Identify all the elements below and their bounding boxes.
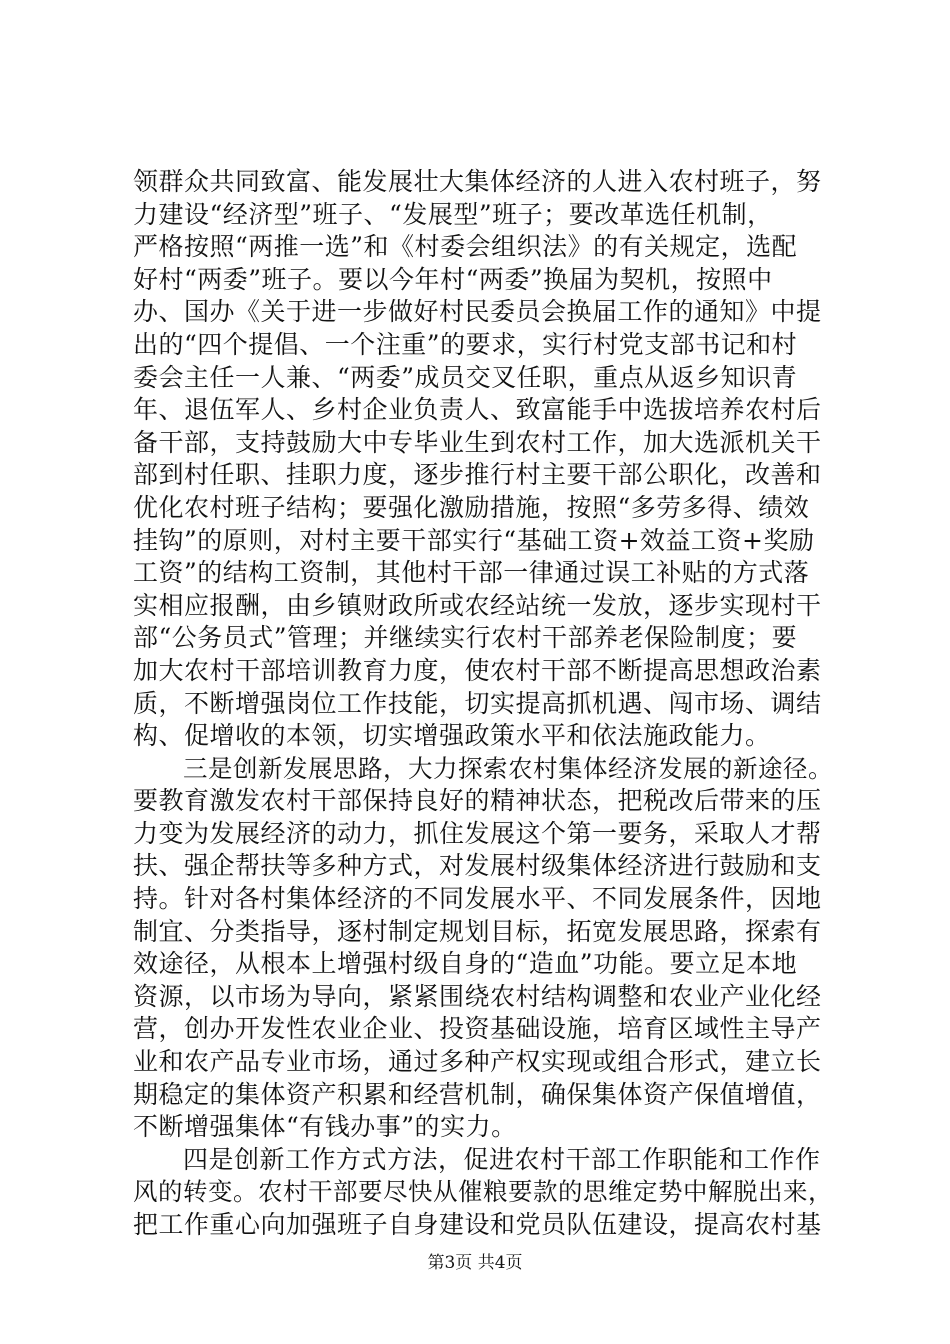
text-line: 要教育激发农村干部保持良好的精神状态，把税改后带来的压 bbox=[133, 786, 822, 816]
document-body bbox=[133, 166, 833, 1242]
text-line: 不断增强集体“有钱办事”的实力。 bbox=[133, 1112, 517, 1142]
text-line: 工资”的结构工资制，其他村干部一律通过误工补贴的方式落 bbox=[133, 558, 810, 588]
text-line: 制宜、分类指导，逐村制定规划目标，拓宽发展思路，探索有 bbox=[133, 916, 822, 946]
text-line: 构、促增收的本领，切实增强政策水平和依法施政能力。 bbox=[133, 721, 771, 751]
text-line: 风的转变。农村干部要尽快从催粮要款的思维定势中解脱出来， bbox=[133, 1177, 833, 1207]
paragraph-start-line: 四是创新工作方式方法，促进农村干部工作职能和工作作 bbox=[183, 1144, 821, 1174]
text-line: 加大农村干部培训教育力度，使农村干部不断提高思想政治素 bbox=[133, 655, 822, 685]
text-line: 业和农产品专业市场，通过多种产权实现或组合形式，建立长 bbox=[133, 1047, 822, 1077]
text-line: 持。针对各村集体经济的不同发展水平、不同发展条件，因地 bbox=[133, 884, 822, 914]
page-footer bbox=[0, 1253, 950, 1273]
text-line: 扶、强企帮扶等多种方式，对发展村级集体经济进行鼓励和支 bbox=[133, 851, 822, 881]
text-line: 效途径，从根本上增强村级自身的“造血”功能。要立足本地 bbox=[133, 949, 798, 979]
text-line: 备干部，支持鼓励大中专毕业生到农村工作，加大选派机关干 bbox=[133, 427, 822, 457]
page-number-label: 第3页 共4页 bbox=[427, 1253, 523, 1273]
text-line: 办、国办《关于进一步做好村民委员会换届工作的通知》中提 bbox=[133, 297, 822, 327]
text-line: 年、退伍军人、乡村企业负责人、致富能手中选拔培养农村后 bbox=[133, 395, 822, 425]
text-line: 质，不断增强岗位工作技能，切实提高抓机遇、闯市场、调结 bbox=[133, 688, 822, 718]
text-line: 出的“四个提倡、一个注重”的要求，实行村党支部书记和村 bbox=[133, 329, 798, 359]
text-line: 严格按照“两推一选”和《村委会组织法》的有关规定，选配 bbox=[133, 232, 798, 262]
text-line: 资源，以市场为导向，紧紧围绕农村结构调整和农业产业化经 bbox=[133, 981, 822, 1011]
text-line: 部“公务员式”管理；并继续实行农村干部养老保险制度；要 bbox=[133, 623, 798, 653]
text-line: 挂钩”的原则，对村主要干部实行“基础工资+效益工资+奖励 bbox=[133, 525, 815, 555]
text-line: 部到村任职、挂职力度，逐步推行村主要干部公职化，改善和 bbox=[133, 460, 822, 490]
text-line: 实相应报酬，由乡镇财政所或农经站统一发放，逐步实现村干 bbox=[133, 590, 822, 620]
text-line: 好村“两委”班子。要以今年村“两委”换届为契机，按照中 bbox=[133, 264, 773, 294]
text-line: 优化农村班子结构；要强化激励措施，按照“多劳多得、绩效 bbox=[133, 492, 810, 522]
paragraph-start-line: 三是创新发展思路，大力探索农村集体经济发展的新途径。 bbox=[183, 753, 833, 783]
text-line: 把工作重心向加强班子自身建设和党员队伍建设，提高农村基 bbox=[133, 1210, 822, 1239]
text-line: 期稳定的集体资产积累和经营机制，确保集体资产保值增值， bbox=[133, 1079, 822, 1109]
text-line: 委会主任一人兼、“两委”成员交叉任职，重点从返乡知识青 bbox=[133, 362, 798, 392]
text-line: 力变为发展经济的动力，抓住发展这个第一要务，采取人才帮 bbox=[133, 818, 822, 848]
text-line: 力建设“经济型”班子、“发展型”班子；要改革选任机制， bbox=[133, 199, 773, 229]
text-line: 领群众共同致富、能发展壮大集体经济的人进入农村班子，努 bbox=[133, 167, 822, 196]
text-line: 营，创办开发性农业企业、投资基础设施，培育区域性主导产 bbox=[133, 1014, 822, 1044]
